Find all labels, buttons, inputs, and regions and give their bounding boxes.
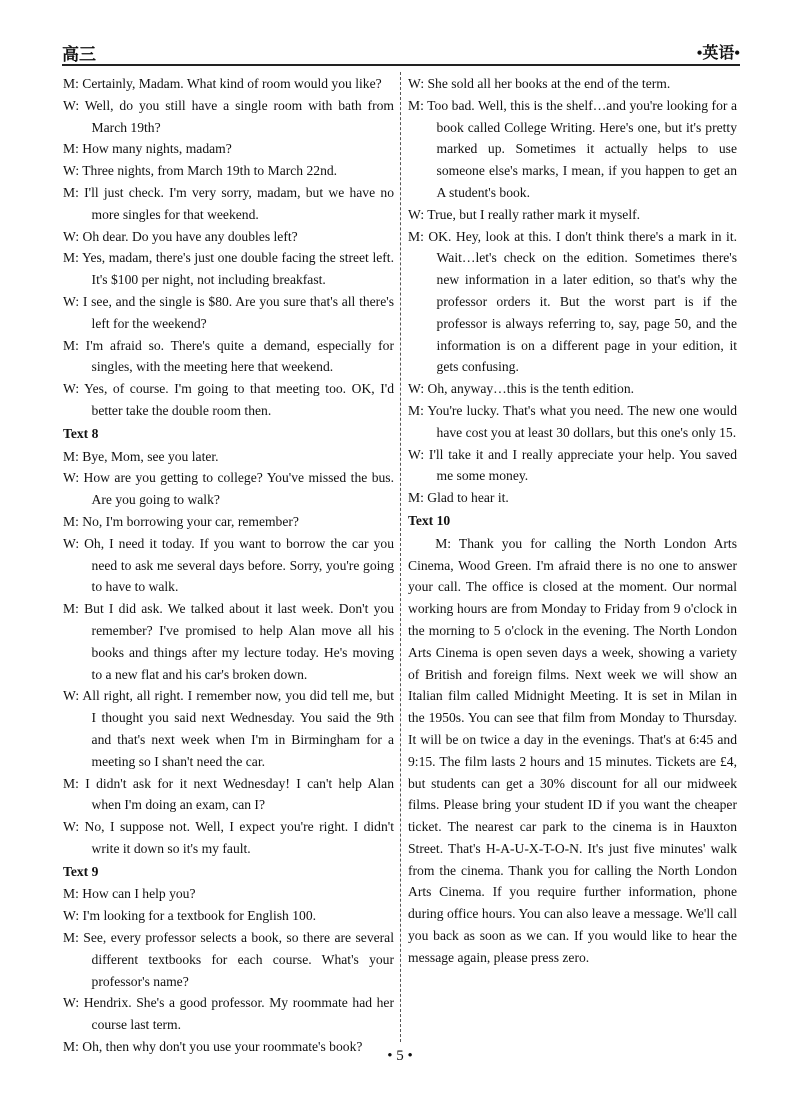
dialogue-line: M: I didn't ask for it next Wednesday! I can't help Alan when I'm doing an exam, can I?: [63, 775, 394, 813]
dialogue-line: M: No, I'm borrowing your car, remember?: [63, 513, 299, 529]
section-heading: Text 8: [63, 425, 99, 441]
page-number: • 5 •: [387, 1048, 413, 1064]
dialogue-line: M: But I did ask. We talked about it last week. Don't you remember? I've promised to help Alan move all his books and things after my lecture today. He's moving to a new flat and his car's broken down.: [63, 601, 394, 682]
dialogue-line: W: Oh, I need it today. If you want to borrow the car you need to ask me several days before. Sorry, you're going to have to walk.: [63, 535, 394, 595]
dialogue-line: W: How are you getting to college? You've missed the bus. Are you going to walk?: [63, 470, 394, 508]
dialogue-line: W: Three nights, from March 19th to March 22nd.: [63, 163, 338, 179]
dialogue-line: W: I'll take it and I really appreciate your help. You saved me some money.: [408, 446, 737, 484]
dialogue-line: M: You're lucky. That's what you need. The new one would have cost you at least 30 dollars, but this one's only 15.: [408, 402, 737, 440]
dialogue-line: W: Hendrix. She's a good professor. My roommate had her course last term.: [63, 995, 394, 1033]
dialogue-line: W: I see, and the single is $80. Are you sure that's all there's left for the weekend?: [63, 293, 394, 331]
dialogue-line: M: See, every professor selects a book, so there are several different textbooks for each course. What's your professor's name?: [63, 930, 394, 989]
dialogue-line: W: Oh dear. Do you have any doubles left?: [63, 228, 298, 244]
dialogue-line: W: Oh, anyway…this is the tenth edition.: [408, 381, 635, 397]
grade-label: 高三: [62, 45, 96, 64]
dialogue-line: M: How can I help you?: [63, 886, 196, 902]
page-header: [62, 38, 740, 66]
dialogue-line: W: She sold all her books at the end of the term.: [408, 76, 671, 91]
column-divider: [400, 72, 401, 1042]
dialogue-line: M: Bye, Mom, see you later.: [63, 448, 219, 464]
dialogue-line: W: Well, do you still have a single room with bath from March 19th?: [63, 97, 394, 135]
subject-label: •英语•: [696, 45, 740, 62]
dialogue-line: M: I'll just check. I'm very sorry, madam, but we have no more singles for that weekend.: [63, 184, 394, 222]
dialogue-line: W: No, I suppose not. Well, I expect you're right. I didn't write it down so it's my fault.: [63, 819, 394, 856]
right-column: [408, 73, 737, 969]
left-column: [63, 73, 394, 1058]
dialogue-line: M: Too bad. Well, this is the shelf…and you're looking for a book called College Writing. Here's one, but it's pretty marked up. Sometimes it actually helps to use someone else's marks, I mean, if you happen to get an A student's book.: [408, 97, 737, 200]
section-heading: Text 10: [408, 512, 451, 528]
dialogue-line: W: True, but I really rather mark it myself.: [408, 206, 641, 222]
dialogue-line: M: Glad to hear it.: [408, 490, 509, 506]
dialogue-line: W: Yes, of course. I'm going to that meeting too. OK, I'd better take the double room then.: [63, 381, 394, 418]
dialogue-line: W: All right, all right. I remember now, you did tell me, but I thought you said next Wednesday. You said the 9th and that's next week when I'm in Birmingham for a meeting so I shan't need the car.: [63, 688, 394, 769]
dialogue-line: M: Oh, then why don't you use your roommate's book?: [63, 1039, 363, 1055]
dialogue-line: M: How many nights, madam?: [63, 141, 232, 157]
monologue-paragraph: M: Thank you for calling the North London Arts Cinema, Wood Green. I'm afraid there is no one to answer your call. The office is closed at the moment. Our normal working hours are from Monday to Friday from 9 o'clock in the morning to 5 o'clock in the evening. The North London Arts Cinema is open seven days a week, showing a variety of British and foreign films. Next week we will show an Italian film called Midnight Meeting. It is set in Milan in the 1950s. You can see that film from Monday to Thursday. It will be on twice a day in the evenings. That's at 6:45 and 9:15. The film lasts 2 hours and 15 minutes. Tickets are £4, but students can get a 30% discount for all our midweek films. Please bring your student ID if you want the cheaper ticket. The nearest car park to the cinema is in Hauxton Street. That's H-A-U-X-T-O-N. It's just five minutes' walk from the cinema. Thank you for calling the North London Arts Cinema. If you require further information, phone during office hours. You can also leave a message. We'll call you back as soon as we can. If you would like to hear the message again, please press zero.: [408, 535, 737, 965]
dialogue-line: M: I'm afraid so. There's quite a demand, especially for singles, with the meeting here that weekend.: [63, 337, 394, 375]
dialogue-line: M: Certainly, Madam. What kind of room would you like?: [63, 76, 382, 91]
dialogue-line: M: OK. Hey, look at this. I don't think there's a mark in it. Wait…let's check on the edition. Sometimes there's new information in a later edition, so that's why the professor orders it. But the worst part is if the professor is always referring to, say, page 50, and the information is on a different page in your edition, it gets confusing.: [408, 228, 737, 375]
dialogue-line: M: Yes, madam, there's just one double facing the street left. It's $100 per night, not including breakfast.: [63, 250, 394, 288]
section-heading: Text 9: [63, 863, 99, 879]
dialogue-line: W: I'm looking for a textbook for English 100.: [63, 908, 317, 924]
